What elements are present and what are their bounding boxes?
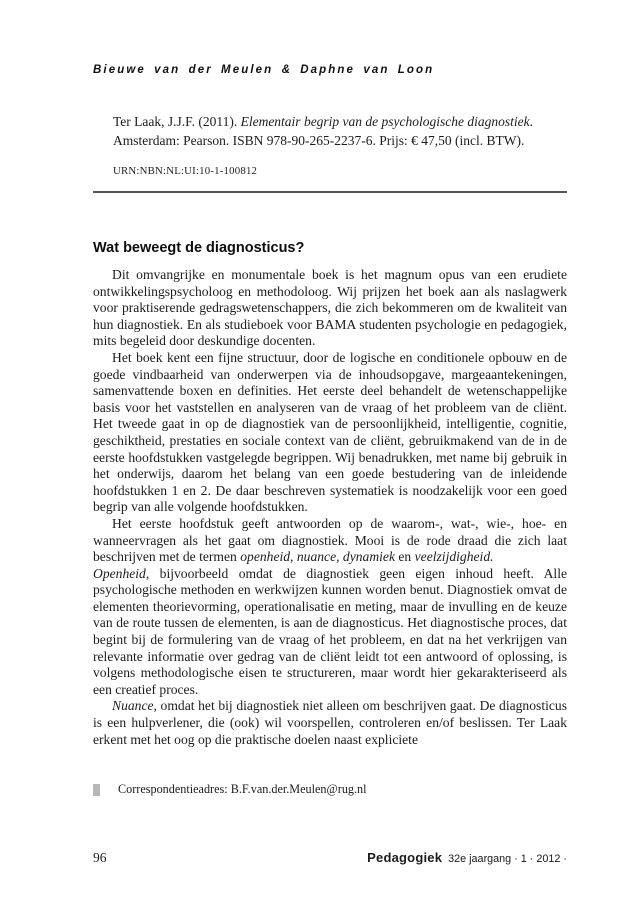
paragraph-3-mid: en — [394, 549, 415, 565]
footnote — [93, 782, 567, 797]
paragraph-4-lead-italic: Openheid — [93, 565, 146, 581]
page-footer — [93, 849, 567, 867]
paragraph-5 — [93, 698, 567, 748]
paragraph-5-text: omdat het bij diagnostiek niet alleen om beschrijven gaat. De diagnosticus is een hulpverlener, die (ook) wil voorspellen, controleren en/of beslissen. Ter Laak erkent met het oog op die praktische doelen naast expliciete — [93, 698, 567, 747]
footnote-marker — [93, 784, 100, 796]
paragraph-5-lead-italic: Nuance, — [112, 698, 157, 714]
journal-name: Pedagogiek — [367, 850, 443, 865]
divider-rule — [93, 191, 567, 193]
footnote-text: Correspondentieadres: B.F.van.der.Meulen@rug.nl — [118, 782, 367, 796]
paragraph-3-term2-italic: veelzijdigheid. — [414, 549, 494, 565]
paragraph-3-terms-italic: openheid, nuance, dynamiek — [240, 549, 395, 565]
citation-book-title: Elementair begrip van de psychologische diagnostiek — [240, 114, 530, 129]
citation-post: . Amsterdam: Pearson. ISBN 978-90-265-2237-6. Prijs: € 47,50 (incl. BTW). — [113, 114, 534, 148]
paragraph-2: Het boek kent een fijne structuur, door de logische en conditionele opbouw en de goede vindbaarheid van onderwerpen via de inhoudsopgave, margeaantekeningen, samenvattende boxen en definities. Het eerste deel behandelt de wetenschappelijke basis voor het vaststellen en analyseren van de vraag of het probleem van de cliënt. Het tweede gaat in op de diagnostiek van de persoonlijkheid, intelligentie, cognitie, geschiktheid, prestaties en sociale context van de cliënt, gebruikmakend van de in de eerste hoofdstukken vastgelegde begrippen. Wij benadrukken, met name bij gebruik in het onderwijs, daarom het belang van een goede bestudering van de inleidende hoofdstukken 1 en 2. De daar beschreven systematiek is noodzakelijk voor een goed begrip van alle volgende hoofdstukken. — [93, 349, 567, 515]
author-header: Bieuwe van der Meulen & Daphne van Loon — [93, 64, 435, 76]
paragraph-4 — [93, 566, 567, 699]
journal-issue: 32e jaargang · 1 · 2012 · — [448, 853, 567, 865]
citation-pre: Ter Laak, J.J.F. (2011). — [113, 114, 241, 129]
paragraph-3-text: Het eerste hoofdstuk geeft antwoorden op de waarom-, wat-, wie-, hoe- en wanneervragen als het gaat om diagnostiek. Mooi is de rode draad die zich laat beschrijven met de termen — [93, 515, 567, 565]
journal-line — [367, 849, 567, 867]
section-heading: Wat beweegt de diagnosticus? — [93, 240, 305, 256]
paragraph-3 — [93, 516, 567, 566]
paragraph-1: Dit omvangrijke en monumentale boek is het magnum opus van een erudiete ontwikkelingspsycholoog en methodoloog. Wij prijzen het boek aan als naslagwerk voor praktiserende gedragswetenschappers, die zich bekommeren om de kwaliteit van hun diagnostiek. En als studieboek voor BAMA studenten psychologie en pedagogiek, mits begeleid door deskundige docenten. — [93, 267, 567, 349]
page-number: 96 — [93, 850, 107, 865]
citation-block — [113, 113, 565, 150]
paragraph-4-text: , bijvoorbeeld omdat de diagnostiek geen eigen inhoud heeft. Alle psychologische methoden en werkwijzen kunnen worden benut. Diagnostiek omvat de elementen theorievorming, operationalisatie en meting, maar de invulling en de keuze van de route tussen de elementen, is aan de diagnosticus. Het diagnostische proces, dat begint bij de formulering van de vraag of het probleem, en dat na het verkrijgen van relevante informatie over gedrag van de cliënt leidt tot een antwoord of oplossing, is volgens methodologische eisen te structureren, maar wordt hier gekarakteriseerd als een creatief proces. — [93, 565, 567, 697]
review-body — [93, 267, 567, 748]
urn-number: URN:NBN:NL:UI:10-1-100812 — [113, 165, 258, 177]
